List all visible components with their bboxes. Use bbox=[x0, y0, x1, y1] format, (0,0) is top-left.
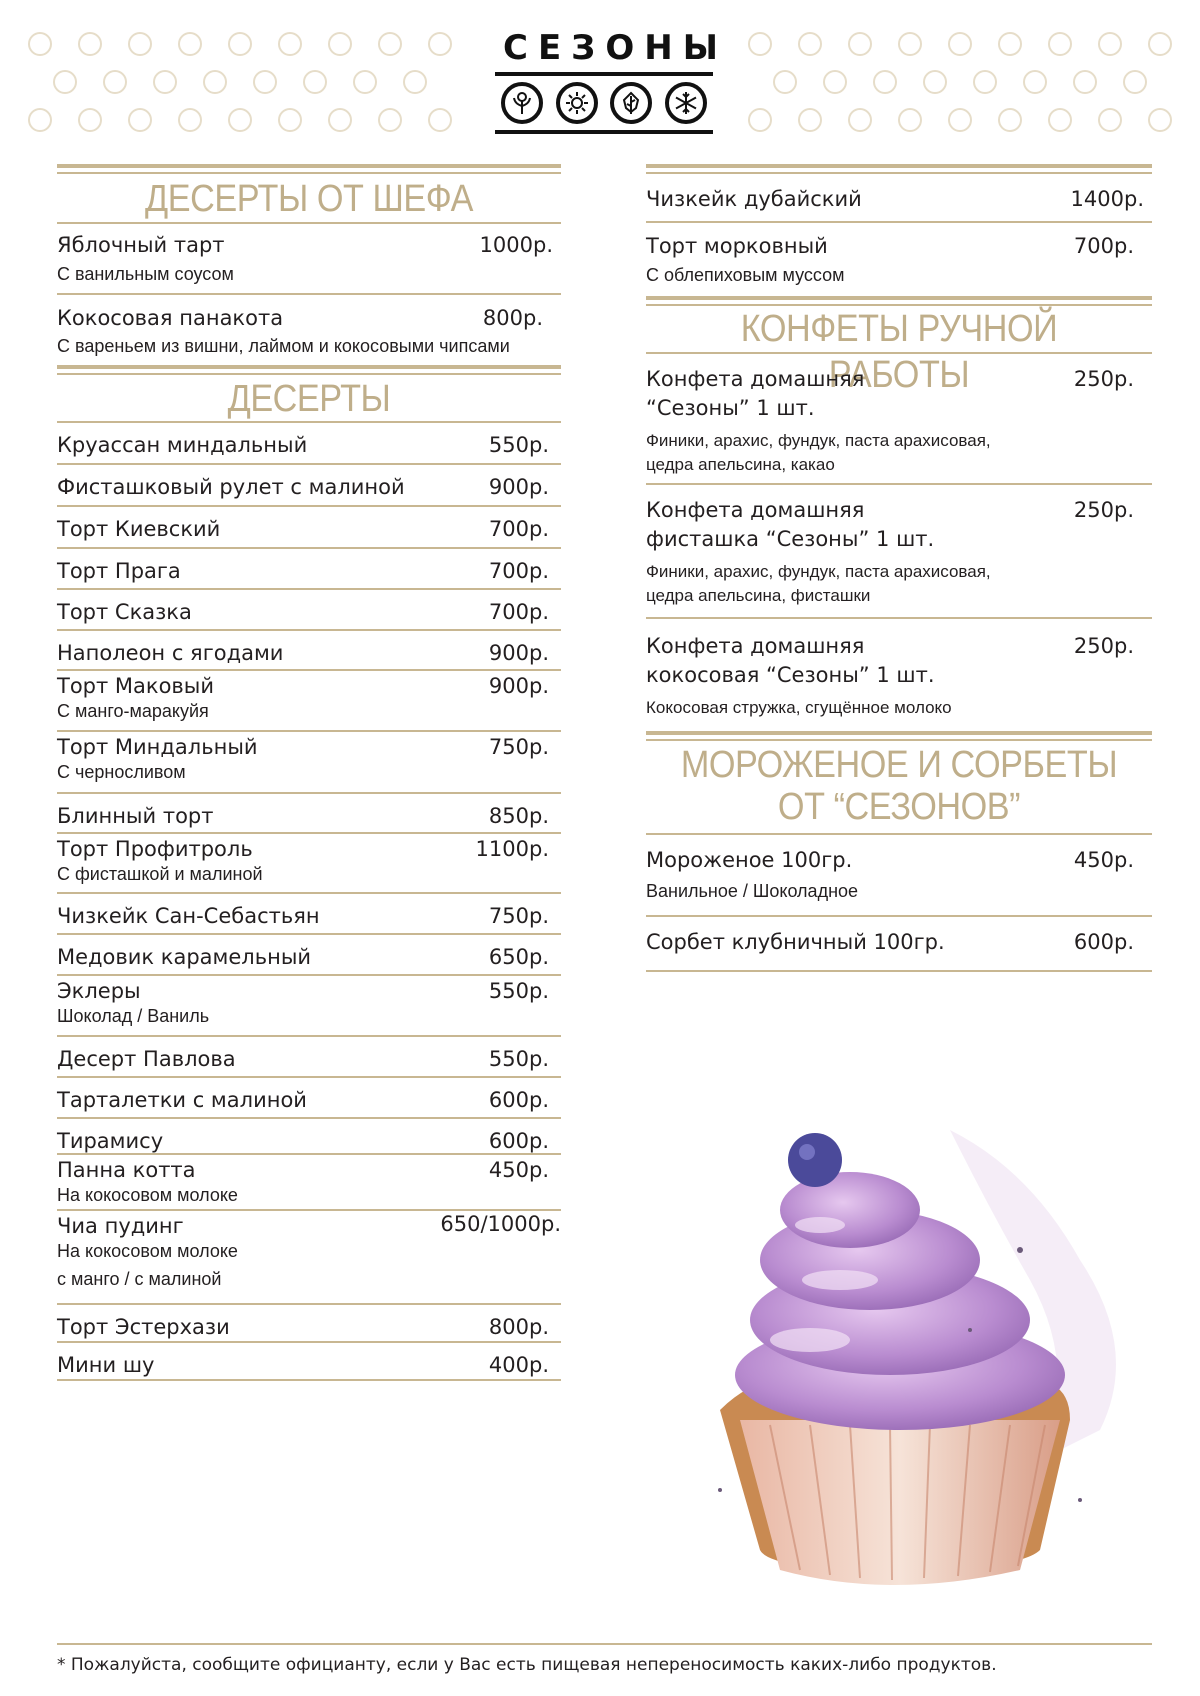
item-price: 550р. bbox=[488, 979, 549, 1003]
menu-item bbox=[646, 223, 1152, 296]
item-desc-line2: цедра апельсина, какао bbox=[646, 455, 835, 474]
right-column bbox=[646, 164, 1152, 972]
section-title-icecream-line2: ОТ “СЕЗОНОВ” bbox=[777, 786, 1021, 828]
item-price: 1000р. bbox=[479, 233, 553, 257]
item-name: Тирамису bbox=[57, 1129, 164, 1153]
item-price: 400р. bbox=[488, 1353, 549, 1377]
item-name: Торт Эстерхази bbox=[57, 1315, 230, 1339]
item-name: Мороженое 100гр. bbox=[646, 848, 853, 872]
menu-item bbox=[57, 465, 561, 507]
item-name: Круассан миндальный bbox=[57, 433, 308, 457]
item-price: 750р. bbox=[488, 904, 549, 928]
menu-item bbox=[57, 631, 561, 671]
item-price: 750р. bbox=[488, 735, 549, 759]
item-name: Десерт Павлова bbox=[57, 1047, 236, 1071]
item-name-line2: кокосовая “Сезоны” 1 шт. bbox=[646, 663, 935, 687]
menu-item bbox=[646, 835, 1152, 917]
item-desc: С вареньем из вишни, лаймом и кокосовыми чипсами bbox=[57, 336, 510, 356]
item-price: 550р. bbox=[488, 1047, 549, 1071]
footer-rule bbox=[57, 1643, 1152, 1645]
menu-item bbox=[57, 590, 561, 631]
item-name: Тарталетки с малиной bbox=[57, 1088, 307, 1112]
section-rule bbox=[646, 164, 1152, 174]
item-price: 600р. bbox=[488, 1088, 549, 1112]
item-price: 450р. bbox=[488, 1158, 549, 1182]
menu-item bbox=[57, 732, 561, 794]
item-name-line2: фисташка “Сезоны” 1 шт. bbox=[646, 527, 935, 551]
item-desc-line1: Финики, арахис, фундук, паста арахисовая, bbox=[646, 431, 991, 450]
menu-item bbox=[646, 917, 1152, 972]
item-name-line2: “Сезоны” 1 шт. bbox=[646, 396, 815, 420]
menu-item bbox=[57, 1343, 561, 1381]
logo-rule-bottom bbox=[495, 130, 713, 134]
item-name: Чиа пудинг bbox=[57, 1214, 184, 1238]
menu-item bbox=[57, 549, 561, 590]
menu-item bbox=[57, 976, 561, 1037]
item-name: Сорбет клубничный 100гр. bbox=[646, 930, 945, 954]
brand-title: СЕЗОНЫ bbox=[503, 28, 728, 68]
item-name: Чизкейк дубайский bbox=[646, 187, 862, 211]
item-price: 700р. bbox=[488, 517, 549, 541]
cupcake-illustration bbox=[700, 1130, 1140, 1610]
item-name: Торт Маковый bbox=[57, 674, 215, 698]
decorative-pattern-left bbox=[28, 30, 458, 140]
menu-item bbox=[57, 1037, 561, 1078]
summer-icon bbox=[556, 82, 598, 124]
item-price: 550р. bbox=[488, 433, 549, 457]
item-desc: Шоколад / Ваниль bbox=[57, 1006, 210, 1026]
item-name: Торт морковный bbox=[646, 234, 828, 258]
item-price: 250р. bbox=[1073, 498, 1134, 522]
item-price: 600р. bbox=[1073, 930, 1134, 954]
menu-item bbox=[57, 295, 561, 365]
section-rule bbox=[646, 731, 1152, 741]
section-rule bbox=[57, 365, 561, 375]
item-price: 700р. bbox=[488, 600, 549, 624]
item-name: Торт Прага bbox=[57, 559, 181, 583]
item-desc-line1: Финики, арахис, фундук, паста арахисовая, bbox=[646, 562, 991, 581]
item-name: Панна котта bbox=[57, 1158, 196, 1182]
item-price: 1100р. bbox=[475, 837, 549, 861]
item-name-line1: Конфета домашняя bbox=[646, 634, 865, 658]
item-name: Фисташковый рулет с малиной bbox=[57, 475, 405, 499]
menu-item bbox=[57, 423, 561, 465]
logo-rule-top bbox=[495, 72, 713, 76]
section-title-icecream-line1: МОРОЖЕНОЕ И СОРБЕТЫ bbox=[680, 744, 1118, 786]
item-desc-line2: с манго / с малиной bbox=[57, 1269, 222, 1289]
menu-item bbox=[57, 671, 561, 732]
item-desc: С фисташкой и малиной bbox=[57, 864, 263, 884]
menu-item bbox=[646, 619, 1152, 731]
menu-item bbox=[57, 507, 561, 549]
item-desc: С черносливом bbox=[57, 762, 186, 782]
item-name: Наполеон с ягодами bbox=[57, 641, 284, 665]
item-price: 700р. bbox=[1073, 234, 1134, 258]
item-name: Мини шу bbox=[57, 1353, 155, 1377]
item-desc: На кокосовом молоке bbox=[57, 1241, 238, 1261]
item-price: 650/1000р. bbox=[440, 1212, 561, 1236]
item-price: 700р. bbox=[488, 559, 549, 583]
item-price: 800р. bbox=[488, 1315, 549, 1339]
menu-item bbox=[57, 1305, 561, 1343]
item-desc-line2: цедра апельсина, фисташки bbox=[646, 586, 871, 605]
section-title-candies: КОНФЕТЫ РУЧНОЙ РАБОТЫ bbox=[740, 308, 1058, 396]
menu-item bbox=[57, 1155, 561, 1211]
item-name: Блинный торт bbox=[57, 804, 214, 828]
menu-item bbox=[57, 834, 561, 894]
menu-item bbox=[57, 894, 561, 935]
item-price: 900р. bbox=[488, 475, 549, 499]
section-rule bbox=[646, 296, 1152, 306]
item-price: 250р. bbox=[1073, 634, 1134, 658]
item-price: 650р. bbox=[488, 945, 549, 969]
item-price: 900р. bbox=[488, 674, 549, 698]
section-title-desserts: ДЕСЕРТЫ bbox=[227, 378, 391, 420]
section-title-chef: ДЕСЕРТЫ ОТ ШЕФА bbox=[145, 178, 473, 220]
item-desc: На кокосовом молоке bbox=[57, 1185, 238, 1205]
item-name-line1: Конфета домашняя bbox=[646, 367, 865, 391]
menu-item bbox=[57, 935, 561, 976]
item-price: 250р. bbox=[1073, 367, 1134, 391]
item-name-line1: Конфета домашняя bbox=[646, 498, 865, 522]
footer-note: * Пожалуйста, сообщите официанту, если у Вас есть пищевая непереносимость каких-либо продуктов. bbox=[57, 1655, 997, 1675]
menu-item bbox=[57, 1211, 561, 1305]
item-price: 900р. bbox=[488, 641, 549, 665]
item-desc: С ванильным соусом bbox=[57, 264, 234, 284]
item-name: Медовик карамельный bbox=[57, 945, 312, 969]
section-rule bbox=[57, 164, 561, 174]
winter-icon bbox=[665, 82, 707, 124]
season-icons bbox=[495, 82, 713, 124]
item-name: Эклеры bbox=[57, 979, 141, 1003]
item-desc: С облепиховым муссом bbox=[646, 265, 845, 285]
item-price: 600р. bbox=[488, 1129, 549, 1153]
dessert-list bbox=[57, 423, 561, 1381]
item-name: Торт Киевский bbox=[57, 517, 221, 541]
item-name: Кокосовая панакота bbox=[57, 306, 284, 330]
menu-item bbox=[57, 224, 561, 295]
item-price: 850р. bbox=[488, 804, 549, 828]
autumn-icon bbox=[610, 82, 652, 124]
decorative-pattern-right bbox=[748, 30, 1178, 140]
item-desc: Ванильное / Шоколадное bbox=[646, 881, 859, 901]
brand-logo bbox=[495, 28, 728, 140]
menu-item bbox=[646, 485, 1152, 619]
item-price: 1400р. bbox=[1070, 187, 1144, 211]
item-name: Торт Сказка bbox=[57, 600, 192, 624]
item-name: Торт Миндальный bbox=[57, 735, 258, 759]
menu-item bbox=[57, 1119, 561, 1155]
left-column bbox=[57, 164, 561, 1381]
item-name: Чизкейк Сан-Себастьян bbox=[57, 904, 320, 928]
item-desc-line1: Кокосовая стружка, сгущённое молоко bbox=[646, 698, 952, 717]
item-name: Яблочный тарт bbox=[57, 233, 225, 257]
menu-item bbox=[57, 1078, 561, 1119]
item-desc: С манго-маракуйя bbox=[57, 701, 209, 721]
menu-item bbox=[57, 794, 561, 834]
item-price: 450р. bbox=[1073, 848, 1134, 872]
spring-icon bbox=[501, 82, 543, 124]
item-price: 800р. bbox=[482, 306, 543, 330]
menu-item bbox=[646, 174, 1152, 223]
item-name: Торт Профитроль bbox=[57, 837, 253, 861]
menu-item bbox=[646, 354, 1152, 485]
